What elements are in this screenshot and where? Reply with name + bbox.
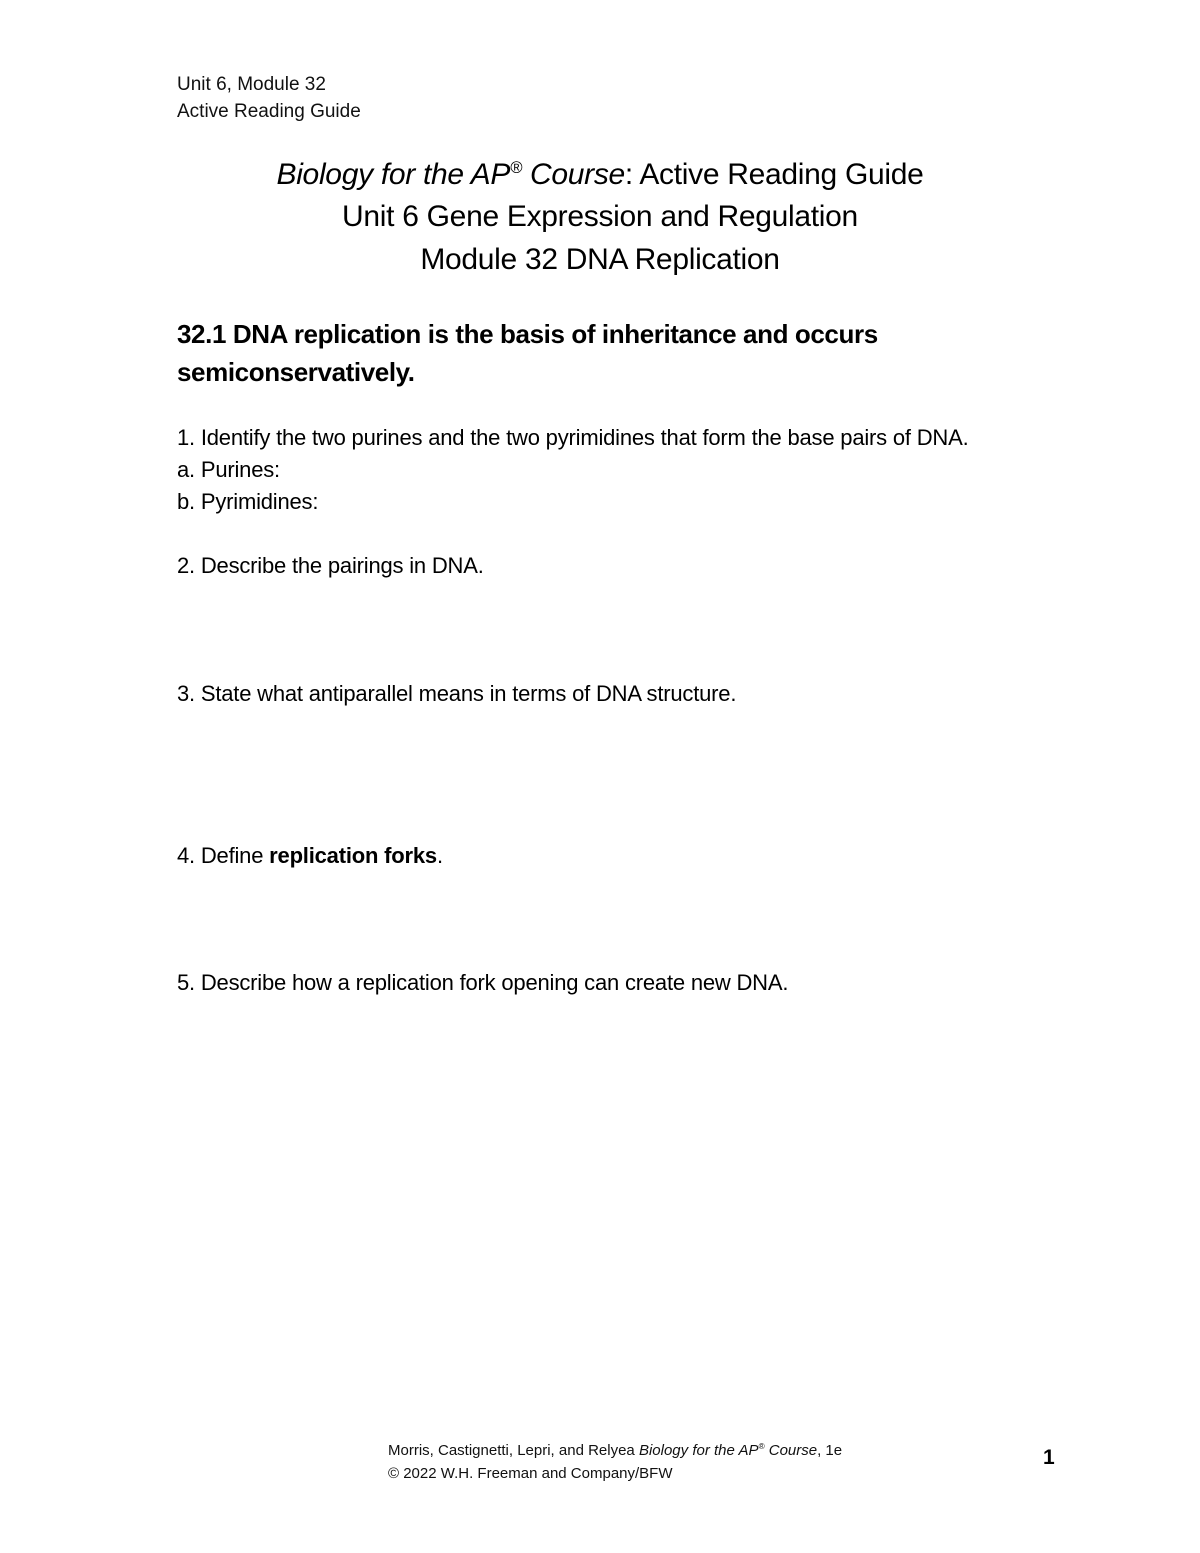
footer-citation (388, 1440, 842, 1461)
question-5: 5. Describe how a replication fork opening can create new DNA. (177, 970, 789, 995)
page-number: 1 (1043, 1446, 1055, 1469)
footer-copyright: © 2022 W.H. Freeman and Company/BFW (388, 1465, 673, 1482)
title-book-italic-end: Course (521, 158, 625, 191)
title-registered-mark: ® (510, 159, 522, 177)
footer-book-italic: Biology for the AP (638, 1442, 759, 1459)
question-4 (177, 842, 443, 870)
question-4-suffix: . (436, 843, 443, 868)
footer-book-italic-end: Course (764, 1442, 818, 1459)
question-3: 3. State what antiparallel means in terms of DNA structure. (177, 681, 737, 706)
title-book-italic: Biology for the AP (276, 158, 511, 191)
question-2: 2. Describe the pairings in DNA. (177, 553, 484, 578)
title-guide-suffix: : Active Reading Guide (624, 158, 924, 191)
unit-title: Unit 6 Gene Expression and Regulation (342, 200, 858, 233)
header-guide-label: Active Reading Guide (177, 101, 361, 122)
question-4-term: replication forks (269, 843, 437, 868)
question-1b: b. Pyrimidines: (177, 489, 319, 514)
header-unit-module: Unit 6, Module 32 (177, 74, 326, 95)
document-title (0, 157, 1200, 193)
question-1a: a. Purines: (177, 457, 280, 482)
footer-registered-mark: ® (758, 1442, 765, 1451)
footer-edition: , 1e (817, 1442, 843, 1459)
footer-authors: Morris, Castignetti, Lepri, and Relyea (388, 1442, 639, 1459)
module-title: Module 32 DNA Replication (420, 243, 780, 276)
section-heading: 32.1 DNA replication is the basis of inheritance and occurs semiconservatively. (177, 319, 878, 387)
question-4-prefix: 4. Define (177, 843, 270, 868)
question-1: 1. Identify the two purines and the two pyrimidines that form the base pairs of DNA. (177, 425, 969, 450)
